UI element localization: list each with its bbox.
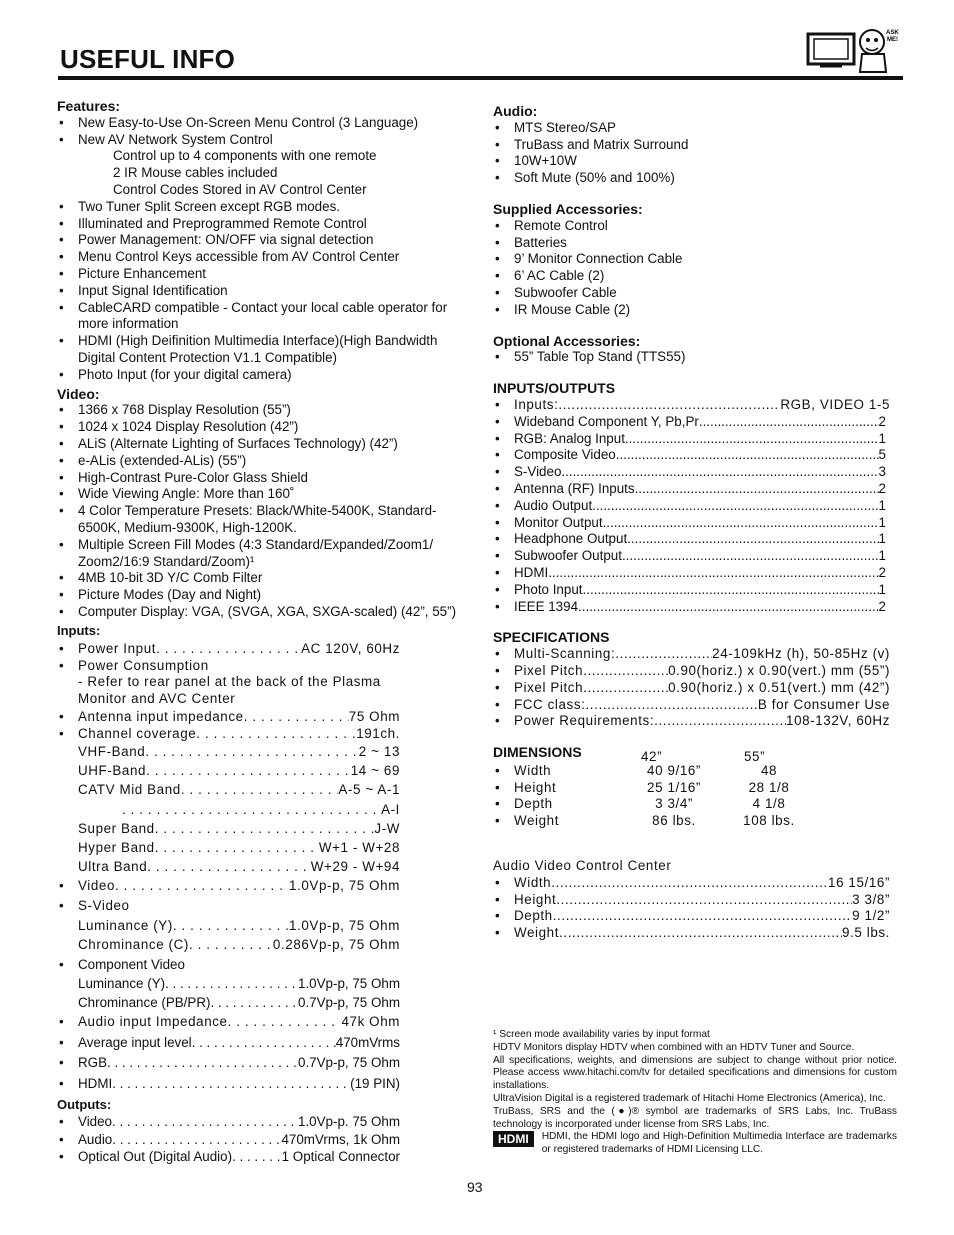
spec-label: Ultra Band bbox=[78, 859, 148, 875]
power-note: - Refer to rear panel at the back of the Plasma Monitor and AVC Center bbox=[78, 673, 381, 706]
spec-value: 2 ~ 13 bbox=[358, 743, 400, 759]
io-heading: INPUTS/OUTPUTS bbox=[493, 380, 616, 397]
spec-value: 2 bbox=[878, 480, 886, 496]
outputs-list bbox=[57, 1113, 467, 1165]
spec-value: 5 bbox=[878, 447, 886, 463]
spec-label: • Depth bbox=[514, 908, 553, 924]
spec-value: 3 bbox=[878, 464, 886, 480]
list-item: • MTS Stereo/SAP bbox=[493, 120, 893, 137]
list-item: • Wide Viewing Angle: More than 160˚ bbox=[57, 486, 467, 503]
band-row bbox=[78, 838, 400, 857]
spec-value: RGB, VIDEO 1-5 bbox=[780, 396, 890, 412]
spec-value: 75 Ohm bbox=[348, 708, 400, 724]
spec-value: (19 PIN) bbox=[350, 1076, 400, 1092]
dim-label: • Height bbox=[514, 779, 557, 795]
dim-label: • Weight bbox=[514, 813, 560, 829]
component-specs bbox=[57, 974, 400, 1012]
spec-label: • Composite Video bbox=[514, 447, 616, 463]
bands-list bbox=[57, 742, 400, 876]
spec-value: AC 120V, 60Hz bbox=[301, 640, 400, 656]
list-item: • 1366 x 768 Display Resolution (55”) bbox=[57, 402, 467, 419]
spec-label: • Headphone Output bbox=[514, 531, 628, 547]
spec-label: • FCC class: bbox=[514, 696, 586, 712]
spec-value: 16 15/16” bbox=[828, 874, 890, 890]
spec-label: • Height bbox=[514, 891, 557, 907]
spec-value: 3 3/8” bbox=[852, 891, 890, 907]
spec-label: • Multi-Scanning: bbox=[514, 646, 616, 662]
list-item: • Picture Modes (Day and Night) bbox=[57, 587, 467, 604]
spec-label: • Weight bbox=[514, 925, 560, 941]
footnote-5: TruBass, SRS and the (●)® symbol are trademarks of SRS Labs, Inc. TruBass technology is incorporated under license from SRS Labs, Inc. bbox=[493, 1105, 897, 1130]
list-item bbox=[493, 397, 893, 414]
svideo-specs bbox=[57, 916, 400, 955]
right-column bbox=[493, 101, 893, 942]
spec-label: • HDMI bbox=[78, 1076, 113, 1092]
list-item bbox=[57, 1113, 467, 1130]
footnote-1: ¹ Screen mode availability varies by input format bbox=[493, 1029, 710, 1040]
av-sub-item: 2 IR Mouse cables included bbox=[113, 165, 278, 181]
dim-42: 86 lbs. bbox=[652, 813, 696, 829]
spec-label: CATV Mid Band bbox=[78, 782, 181, 798]
list-item: • 4MB 10-bit 3D Y/C Comb Filter bbox=[57, 570, 467, 587]
spec-label: • Average input level bbox=[78, 1034, 192, 1050]
spec-value: J-W bbox=[374, 820, 400, 836]
supplied-heading: Supplied Accessories: bbox=[493, 200, 643, 217]
spec-value: 47k Ohm bbox=[341, 1014, 400, 1030]
list-item: • Computer Display: VGA, (SVGA, XGA, SXGA-scaled) (42”, 55”) bbox=[57, 604, 467, 621]
spec-value: 0.7Vp-p, 75 Ohm bbox=[298, 995, 400, 1011]
spec-value: 2 bbox=[878, 598, 886, 614]
list-item bbox=[57, 1012, 467, 1033]
spec-label: • Subwoofer Output bbox=[514, 548, 622, 564]
dim-55: 48 bbox=[760, 762, 778, 778]
spec-value: 1 bbox=[878, 497, 886, 513]
spec-label: Luminance (Y) bbox=[78, 976, 166, 992]
list-item bbox=[493, 796, 893, 813]
list-item bbox=[493, 763, 893, 780]
list-item bbox=[493, 548, 893, 565]
list-item: • High-Contrast Pure-Color Glass Shield bbox=[57, 470, 467, 487]
list-item: • S-Video bbox=[57, 896, 467, 916]
spec-label: UHF-Band bbox=[78, 763, 147, 779]
av-sub-item: Control up to 4 components with one remote bbox=[113, 148, 377, 164]
spec-label: Chrominance (PB/PR) bbox=[78, 995, 211, 1011]
spec-label: Luminance (Y) bbox=[78, 917, 173, 933]
list-item bbox=[57, 725, 467, 742]
optional-heading: Optional Accessories: bbox=[493, 332, 641, 349]
dimensions-heading: DIMENSIONS bbox=[493, 744, 582, 761]
band-row bbox=[78, 819, 400, 838]
inputs-list-4 bbox=[57, 1012, 467, 1094]
spec-label: • Video bbox=[78, 1114, 113, 1130]
list-item bbox=[57, 876, 467, 896]
list-item bbox=[57, 1033, 467, 1054]
specs-heading: SPECIFICATIONS bbox=[493, 629, 610, 646]
list-item bbox=[493, 531, 893, 548]
spec-value: 9 1/2” bbox=[852, 908, 890, 924]
inputs-list bbox=[57, 640, 467, 674]
list-item: • Two Tuner Split Screen except RGB modes. bbox=[57, 199, 467, 216]
list-item: • 55” Table Top Stand (TTS55) bbox=[493, 349, 893, 366]
list-item bbox=[57, 1131, 467, 1148]
spec-value: B for Consumer Use bbox=[757, 696, 890, 712]
audio-heading: Audio: bbox=[493, 103, 538, 119]
spec-value: 1.0Vp-p, 75 Ohm bbox=[289, 917, 400, 933]
list-item bbox=[493, 646, 893, 663]
footnotes bbox=[493, 1029, 897, 1157]
list-item: • 1024 x 1024 Display Resolution (42”) bbox=[57, 419, 467, 436]
spec-value: 1 Optical Connector bbox=[281, 1149, 400, 1165]
list-item: • Remote Control bbox=[493, 218, 893, 235]
spec-label: • Audio bbox=[78, 1131, 113, 1147]
av-sub-item: Control Codes Stored in AV Control Center bbox=[113, 181, 367, 197]
list-item: • Soft Mute (50% and 100%) bbox=[493, 170, 893, 187]
list-item bbox=[493, 875, 893, 892]
list-item: • Batteries bbox=[493, 235, 893, 252]
spec-value: 1 bbox=[878, 430, 886, 446]
spec-value: 108-132V, 60Hz bbox=[786, 713, 890, 729]
list-item bbox=[493, 431, 893, 448]
spec-label: • Channel coverage bbox=[78, 725, 197, 741]
spec-value: 2 bbox=[878, 564, 886, 580]
list-item: • CableCARD compatible - Contact your local cable operator for more information bbox=[57, 300, 467, 334]
title-rule bbox=[58, 76, 903, 80]
spec-value: 0.286Vp-p, 75 Ohm bbox=[272, 937, 400, 953]
left-column bbox=[57, 96, 467, 1166]
specs-list bbox=[493, 646, 893, 730]
dim-42: 25 1/16” bbox=[647, 779, 701, 795]
spec-value: 1 bbox=[878, 531, 886, 547]
list-item: • IR Mouse Cable (2) bbox=[493, 302, 893, 319]
list-item: • Power Management: ON/OFF via signal detection bbox=[57, 232, 467, 249]
spec-label: • Video bbox=[78, 878, 116, 894]
list-item bbox=[57, 1148, 467, 1165]
list-item: • Menu Control Keys accessible from AV Control Center bbox=[57, 249, 467, 266]
spec-label: • RGB bbox=[78, 1055, 108, 1071]
spec-label: • Width bbox=[514, 874, 552, 890]
list-item: • ALiS (Alternate Lighting of Surfaces Technology) (42”) bbox=[57, 436, 467, 453]
optional-list bbox=[493, 349, 893, 366]
spec-value: 1.0Vp-p. 75 Ohm bbox=[298, 1114, 400, 1130]
spec-label: • Power Requirements: bbox=[514, 713, 655, 729]
spec-value: W+1 - W+28 bbox=[318, 839, 400, 855]
supplied-list bbox=[493, 218, 893, 319]
features-list-2 bbox=[57, 199, 467, 384]
list-item bbox=[493, 464, 893, 481]
hdmi-note bbox=[493, 1131, 897, 1157]
band-row bbox=[78, 857, 400, 876]
spec-value: 24-109kHz (h), 50-85Hz (v) bbox=[712, 646, 890, 662]
list-item bbox=[493, 892, 893, 909]
list-item bbox=[493, 713, 893, 730]
list-item bbox=[493, 697, 893, 714]
spec-label: • IEEE 1394 bbox=[514, 598, 579, 614]
list-item: • Power Consumption bbox=[57, 657, 467, 674]
spec-value: 1.0Vp-p, 75 Ohm bbox=[289, 878, 400, 894]
list-item bbox=[493, 515, 893, 532]
list-item: • 10W+10W bbox=[493, 153, 893, 170]
list-item bbox=[57, 640, 467, 657]
spec-value: 0.90(horiz.) x 0.90(vert.) mm (55”) bbox=[668, 662, 890, 678]
spec-label: • Wideband Component Y, Pb,Pr bbox=[514, 413, 699, 429]
spec-value: 2 bbox=[878, 413, 886, 429]
page-number: 93 bbox=[467, 1179, 483, 1195]
list-item: • 6’ AC Cable (2) bbox=[493, 268, 893, 285]
spec-value: 191ch. bbox=[356, 725, 400, 741]
list-item bbox=[493, 780, 893, 797]
list-item: • New Easy-to-Use On-Screen Menu Control (3 Language) bbox=[57, 115, 467, 132]
list-item bbox=[493, 680, 893, 697]
spec-label: • Audio Output bbox=[514, 497, 593, 513]
spec-value: 470mVrms bbox=[335, 1034, 400, 1050]
page-title: USEFUL INFO bbox=[60, 44, 236, 74]
hdmi-logo: HDMI bbox=[493, 1131, 534, 1147]
spec-label: Chrominance (C) bbox=[78, 937, 189, 953]
list-item: • Input Signal Identification bbox=[57, 283, 467, 300]
footnote-6: HDMI, the HDMI logo and High-Definition Multimedia Interface are trademarks or registered trademarks of HDMI Licensing LLC. bbox=[541, 1131, 897, 1156]
dim-label: • Width bbox=[514, 762, 552, 778]
spec-value: 1 bbox=[878, 548, 886, 564]
spec-value: 9.5 lbs. bbox=[842, 925, 890, 941]
inputs-list-2 bbox=[57, 708, 467, 742]
list-item bbox=[493, 414, 893, 431]
avc-heading: Audio Video Control Center bbox=[493, 858, 672, 874]
dim-label: • Depth bbox=[514, 796, 553, 812]
list-item bbox=[493, 813, 893, 830]
avc-list bbox=[493, 875, 893, 942]
list-item: • HDMI (High Deifinition Multimedia Interface)(High Bandwidth Digital Content Protection V1.1 Compatible) bbox=[57, 333, 467, 367]
spec-value: 0.7Vp-p, 75 Ohm bbox=[298, 1055, 400, 1071]
dim-55: 28 1/8 bbox=[748, 779, 790, 795]
inputs-list-3 bbox=[57, 876, 467, 915]
list-item: • 9’ Monitor Connection Cable bbox=[493, 251, 893, 268]
spec-value: 470mVrms, 1k Ohm bbox=[281, 1131, 400, 1147]
band-row bbox=[78, 761, 400, 780]
band-row bbox=[78, 800, 400, 819]
spec-label: • Antenna input impedance bbox=[78, 708, 244, 724]
list-item: • Subwoofer Cable bbox=[493, 285, 893, 302]
list-item: • e-ALis (extended-ALis) (55”) bbox=[57, 453, 467, 470]
list-item: • TruBass and Matrix Surround bbox=[493, 137, 893, 154]
outputs-heading: Outputs: bbox=[57, 1096, 112, 1112]
list-item: • Picture Enhancement bbox=[57, 266, 467, 283]
io-list bbox=[493, 397, 893, 615]
spec-value: 1 bbox=[878, 581, 886, 597]
footnote-4: UltraVision Digital is a registered trademark of Hitachi Home Electronics (America), Inc. bbox=[493, 1092, 886, 1104]
list-item: • 4 Color Temperature Presets: Black/White-5400K, Standard-6500K, Medium-9300K, High-1200K. bbox=[57, 503, 467, 537]
list-item: • Multiple Screen Fill Modes (4:3 Standard/Expanded/Zoom1/ Zoom2/16:9 Standard/Zoom)¹ bbox=[57, 537, 467, 571]
list-item bbox=[493, 908, 893, 925]
spec-label: • Pixel Pitch bbox=[514, 679, 584, 695]
list-item bbox=[493, 925, 893, 942]
list-item bbox=[493, 663, 893, 680]
list-item: • New AV Network System Control bbox=[57, 132, 467, 149]
svg-text:ASK: ASK bbox=[886, 30, 899, 36]
list-item bbox=[57, 708, 467, 725]
dim-55: 108 lbs. bbox=[743, 813, 795, 829]
dimensions-list bbox=[493, 763, 893, 830]
audio-list bbox=[493, 120, 893, 187]
list-item bbox=[493, 582, 893, 599]
list-item bbox=[493, 447, 893, 464]
spec-value: 1.0Vp-p, 75 Ohm bbox=[298, 976, 400, 992]
spec-label: • Photo Input bbox=[514, 581, 583, 597]
list-item bbox=[493, 565, 893, 582]
spec-label: VHF-Band bbox=[78, 743, 146, 759]
inputs-heading: Inputs: bbox=[57, 622, 101, 638]
dim-55: 4 1/8 bbox=[752, 796, 786, 812]
spec-label: • Monitor Output bbox=[514, 514, 603, 530]
spec-label: • S-Video bbox=[514, 464, 562, 480]
list-item bbox=[493, 599, 893, 616]
list-item: • Component Video bbox=[57, 955, 467, 975]
spec-label: • RGB: Analog Input bbox=[514, 430, 625, 446]
spec-value: 1 bbox=[878, 514, 886, 530]
spec-label: • Antenna (RF) Inputs bbox=[514, 480, 635, 496]
list-item bbox=[57, 1053, 467, 1074]
col-42-label: 42” bbox=[641, 748, 663, 764]
col-55-label: 55” bbox=[744, 748, 766, 764]
dimensions-header bbox=[493, 749, 893, 763]
footnote-2: HDTV Monitors display HDTV when combined with an HDTV Tuner and Source. bbox=[493, 1041, 855, 1053]
spec-value: A-I bbox=[381, 801, 400, 817]
list-item bbox=[493, 498, 893, 515]
features-list bbox=[57, 115, 467, 149]
dim-42: 3 3/4” bbox=[655, 796, 693, 812]
svg-text:ME!: ME! bbox=[887, 37, 898, 43]
component-list bbox=[57, 955, 467, 975]
spec-label: • Optical Out (Digital Audio) bbox=[78, 1149, 233, 1165]
spec-label: Super Band bbox=[78, 820, 155, 836]
list-item: • Illuminated and Preprogrammed Remote Control bbox=[57, 216, 467, 233]
footnote-3: All specifications, weights, and dimensions are subject to change without prior notice. Please access www.hitachi.com/tv for detailed specifications and dimensions for custom installations. bbox=[493, 1054, 897, 1092]
band-row bbox=[78, 742, 400, 761]
spec-label: • Audio input Impedance bbox=[78, 1014, 228, 1030]
video-list bbox=[57, 402, 467, 620]
spec-value: W+29 - W+94 bbox=[310, 859, 400, 875]
dim-42: 40 9/16” bbox=[647, 762, 701, 778]
spec-label: Hyper Band bbox=[78, 839, 155, 855]
list-item bbox=[493, 481, 893, 498]
band-row bbox=[78, 780, 400, 799]
ask-me-logo bbox=[806, 20, 906, 76]
list-item: • Photo Input (for your digital camera) bbox=[57, 367, 467, 384]
features-heading: Features: bbox=[57, 98, 121, 114]
spec-value: A-5 ~ A-1 bbox=[338, 782, 400, 798]
spec-value: 14 ~ 69 bbox=[350, 763, 400, 779]
spec-label: • Pixel Pitch bbox=[514, 662, 584, 678]
video-heading: Video: bbox=[57, 385, 100, 402]
spec-label: • Power Input bbox=[78, 640, 157, 656]
spec-label: • Inputs: bbox=[514, 396, 559, 412]
spec-label: • HDMI bbox=[514, 564, 549, 580]
list-item bbox=[57, 1074, 467, 1095]
spec-value: 0.90(horiz.) x 0.51(vert.) mm (42”) bbox=[668, 679, 890, 695]
